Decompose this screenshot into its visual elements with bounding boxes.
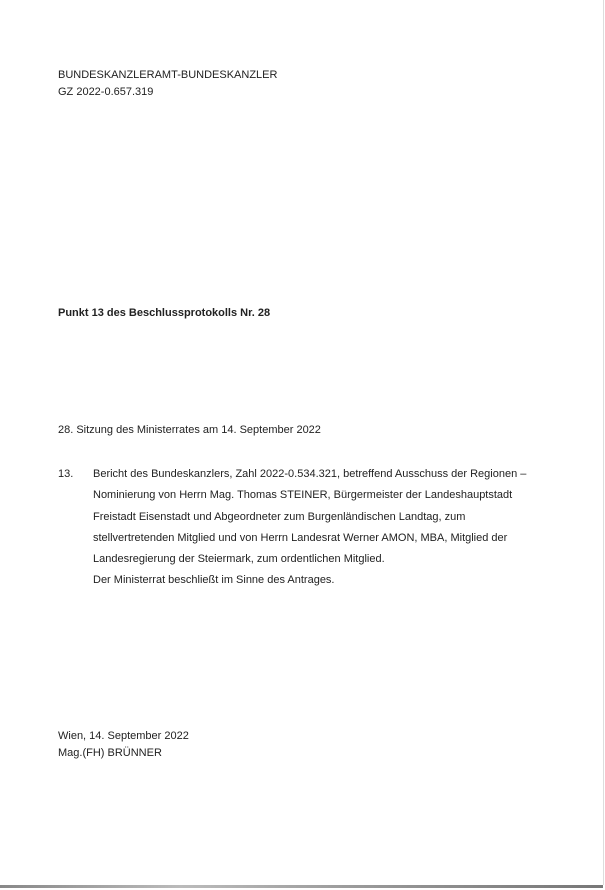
item-line: Landesregierung der Steiermark, zum ordentlichen Mitglied. (93, 553, 385, 566)
signatory: Mag.(FH) BRÜNNER (58, 747, 162, 759)
header-agency: BUNDESKANZLERAMT-BUNDESKANZLER (58, 69, 278, 81)
item-line: Bericht des Bundeskanzlers, Zahl 2022-0.534.321, betreffend Ausschuss der Regionen – (93, 468, 527, 480)
item-resolution: Der Ministerrat beschließt im Sinne des Antrages. (93, 574, 335, 587)
item-number: 13. (58, 468, 74, 480)
item-line: stellvertretenden Mitglied und von Herrn Landesrat Werner AMON, MBA, Mitglied der (93, 531, 508, 544)
scan-page-edge (0, 885, 603, 888)
item-line: Nominierung von Herrn Mag. Thomas STEINER, Bürgermeister der Landeshauptstadt (93, 489, 513, 502)
item-text (93, 464, 526, 592)
scan-right-edge (603, 0, 604, 885)
place-date: Wien, 14. September 2022 (58, 730, 189, 742)
header-reference-number: GZ 2022-0.657.319 (58, 86, 154, 98)
document-title: Punkt 13 des Beschlussprotokolls Nr. 28 (58, 307, 271, 319)
item-line: Freistadt Eisenstadt und Abgeordneter zum Burgenländischen Landtag, zum (93, 510, 466, 523)
session-line: 28. Sitzung des Ministerrates am 14. September 2022 (58, 424, 321, 436)
